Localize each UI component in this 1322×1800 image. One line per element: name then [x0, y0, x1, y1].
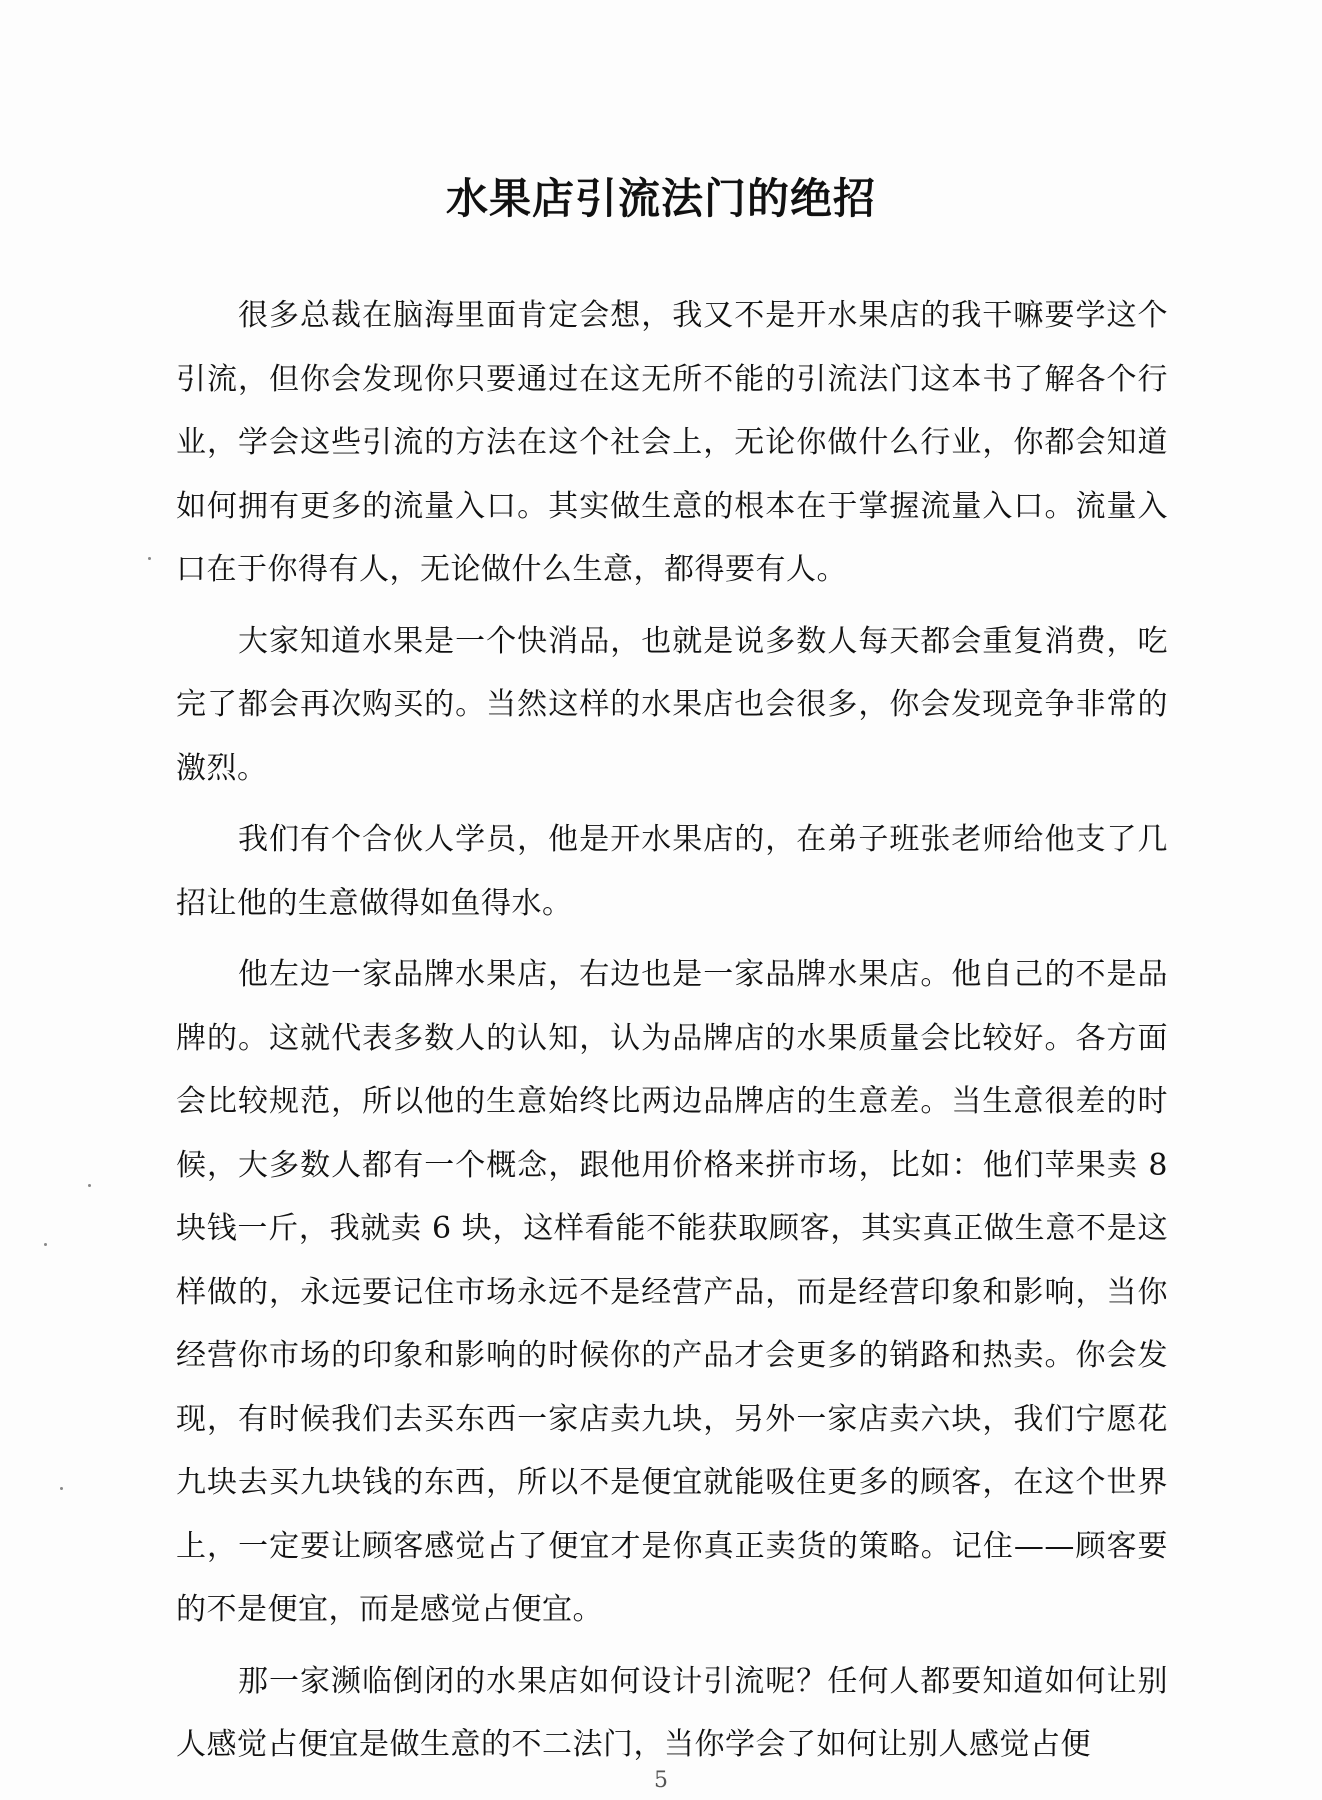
paragraph-2: 大家知道水果是一个快消品，也就是说多数人每天都会重复消费，吃完了都会再次购买的。当然这样的水果店也会很多，你会发现竞争非常的激烈。	[176, 623, 1168, 786]
scan-speck	[148, 557, 151, 560]
scan-speck	[44, 1243, 47, 1246]
scan-speck	[88, 1184, 91, 1187]
scan-speck	[60, 1487, 63, 1490]
page-title: 水果店引流法门的绝招	[445, 174, 876, 223]
paragraph-1: 很多总裁在脑海里面肯定会想，我又不是开水果店的我干嘛要学这个引流，但你会发现你只要通过在这无所不能的引流法门这本书了解各个行业，学会这些引流的方法在这个社会上，无论你做什么行业，你都会知道如何拥有更多的流量入口。其实做生意的根本在于掌握流量入口。流量入口在于你得有人，无论做什么生意，都得要有人。	[176, 298, 1168, 587]
page-number: 5	[654, 1768, 668, 1793]
paragraph-3: 我们有个合伙人学员，他是开水果店的，在弟子班张老师给他支了几招让他的生意做得如鱼得水。	[176, 822, 1168, 921]
paragraph-5: 那一家濒临倒闭的水果店如何设计引流呢？任何人都要知道如何让别人感觉占便宜是做生意的不二法门，当你学会了如何让别人感觉占便	[176, 1663, 1168, 1762]
body-text	[176, 284, 1168, 1785]
paragraph-4: 他左边一家品牌水果店，右边也是一家品牌水果店。他自己的不是品牌的。这就代表多数人的认知，认为品牌店的水果质量会比较好。各方面会比较规范，所以他的生意始终比两边品牌店的生意差。当生意很差的时候，大多数人都有一个概念，跟他用价格来拼市场，比如：他们苹果卖 8 块钱一斤，我就卖 6 块，这样看能不能获取顾客，其实真正做生意不是这样做的，永远要记住市场永远不是经营产品，而是经营印象和影响，当你经营你市场的印象和影响的时候你的产品才会更多的销路和热卖。你会发现，有时候我们去买东西一家店卖九块，另外一家店卖六块，我们宁愿花九块去买九块钱的东西，所以不是便宜就能吸住更多的顾客，在这个世界上，一定要让顾客感觉占了便宜才是你真正卖货的策略。记住——顾客要的不是便宜，而是感觉占便宜。	[176, 957, 1168, 1627]
